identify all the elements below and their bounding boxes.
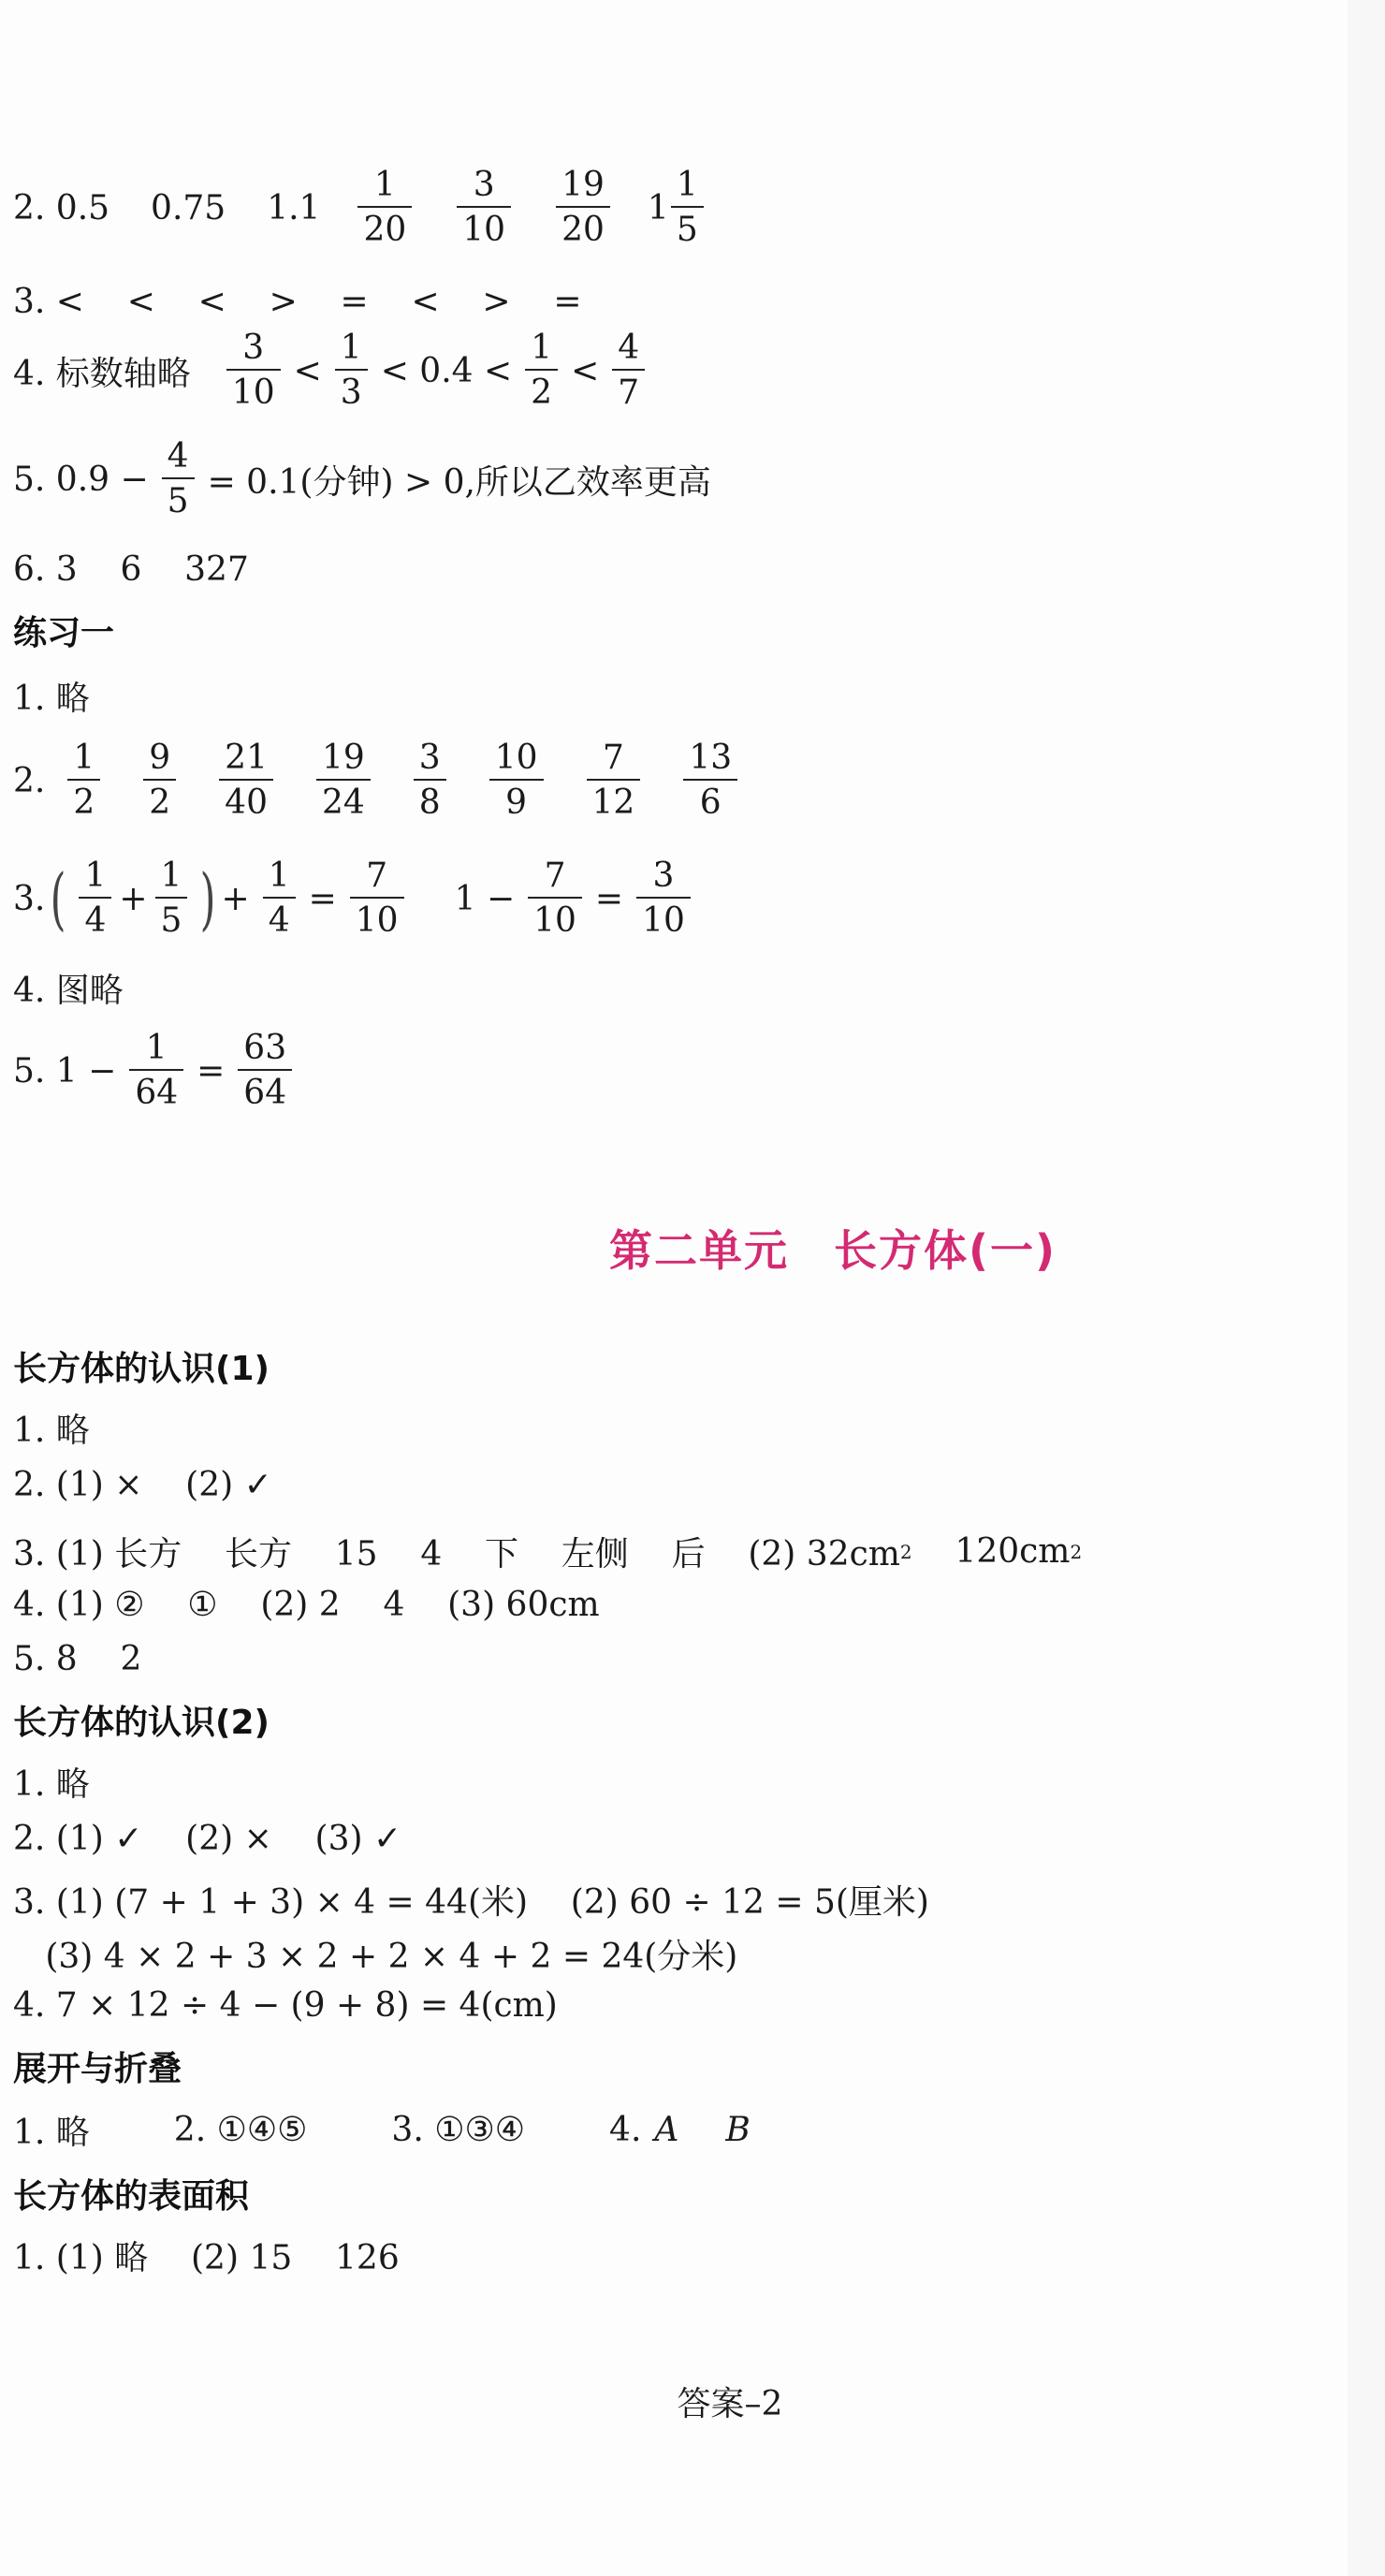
unit-title: 第二单元 长方体(一) [608, 1225, 1057, 1276]
s1-line-3: 3. (1) 长方 长方 15 4 下 左侧 后 (2) 32cm 2 120cm 2 [13, 1532, 1083, 1573]
fraction: $\frac{1}{2}$ [525, 331, 558, 410]
fraction: $\frac{3}{10}$ [636, 859, 691, 938]
fraction: $\frac{1}{4}$ [79, 859, 111, 938]
fraction: $\frac{10}{9}$ [489, 741, 544, 820]
section-heading-practice1: 练习一 [13, 614, 115, 652]
practice1-line-4: 4. 图略 [13, 972, 124, 1010]
section-heading-cuboid-2: 长方体的认识(2) [13, 1704, 270, 1742]
s4-line-1: 1. (1) 略 (2) 15 126 [13, 2239, 400, 2277]
s2-line-2: 2. (1) ✓ (2) × (3) ✓ [13, 1820, 402, 1858]
fraction: $\frac{1}{64}$ [129, 1032, 183, 1110]
fraction: $\frac{19}{20}$ [556, 168, 610, 247]
fraction: $\frac{13}{6}$ [683, 741, 737, 820]
fraction: $\frac{1}{2}$ [67, 741, 100, 820]
section-heading-cuboid-1: 长方体的认识(1) [13, 1350, 270, 1388]
fraction: $\frac{3}{10}$ [226, 331, 281, 410]
fraction: $\frac{1}{4}$ [263, 859, 296, 938]
fraction: $\frac{7}{10}$ [528, 859, 582, 938]
fraction: $\frac{1}{20}$ [357, 168, 412, 247]
s1-line-2: 2. (1) × (2) ✓ [13, 1466, 272, 1504]
answer-line-3: 3. < < < > = < > = [13, 283, 582, 321]
answer-line-5: 5. 0.9 − $\frac{4}{5}$ = 0.1(分钟) > 0,所以乙效率更高 [13, 437, 711, 520]
fraction: $\frac{3}{8}$ [414, 741, 446, 820]
fraction: $\frac{1}{3}$ [335, 331, 368, 410]
fraction: $\frac{7}{12}$ [587, 741, 641, 820]
answer-line-4: 4. 标数轴略 $\frac{3}{10}$ < $\frac{1}{3}$ < 0.4 < $\frac{1}{2}$ < $\frac{4}{7}$ [13, 331, 658, 410]
fraction: $\frac{1}{5}$ [155, 859, 188, 938]
s2-line-1: 1. 略 [13, 1765, 90, 1804]
fraction: $\frac{1}{5}$ [671, 168, 704, 247]
fraction: $\frac{3}{10}$ [457, 168, 511, 247]
fraction: $\frac{19}{24}$ [316, 741, 371, 820]
practice1-line-2: 2. $\frac{1}{2}$ $\frac{9}{2}$ $\frac{21}{40}$ $\frac{19}{24}$ $\frac{3}{8}$ $\frac{10}{9}$ $\frac{7}{12}$ $\frac{13}{6}$ [13, 741, 751, 820]
s2-line-3b: (3) 4 × 2 + 3 × 2 + 2 × 4 + 2 = 24(分米) [13, 1938, 738, 1976]
s1-line-4: 4. (1) ② ① (2) 2 4 (3) 60cm [13, 1586, 600, 1624]
page-footer: 答案–2 [677, 2385, 783, 2423]
section-heading-surface-area: 长方体的表面积 [13, 2177, 250, 2216]
fraction: $\frac{4}{7}$ [612, 331, 645, 410]
s2-line-3: 3. (1) (7 + 1 + 3) × 4 = 44(米) (2) 60 ÷ 12 = 5(厘米) [13, 1883, 929, 1922]
fraction: $\frac{7}{10}$ [350, 859, 404, 938]
fraction: $\frac{21}{40}$ [219, 741, 273, 820]
s1-line-1: 1. 略 [13, 1412, 90, 1450]
practice1-line-5: 5. 1 − $\frac{1}{64}$ = $\frac{63}{64}$ [13, 1032, 305, 1110]
answer-line-6: 6. 3 6 327 [13, 550, 249, 589]
section-heading-unfold-fold: 展开与折叠 [13, 2050, 182, 2088]
page-edge-shade [1348, 0, 1385, 2576]
answer-line-2: 2. 0.5 0.75 1.1 $\frac{1}{20}$ $\frac{3}{10}$ $\frac{19}{20}$ 1 $\frac{1}{5}$ [13, 168, 717, 247]
s2-line-4: 4. 7 × 12 ÷ 4 − (9 + 8) = 4(cm) [13, 1986, 558, 2025]
fraction: $\frac{9}{2}$ [143, 741, 176, 820]
fraction: $\frac{4}{5}$ [162, 440, 195, 519]
s1-line-5: 5. 8 2 [13, 1640, 142, 1678]
fraction: $\frac{63}{64}$ [238, 1032, 292, 1110]
practice1-line-3: 3. ( $\frac{1}{4}$ + $\frac{1}{5}$ ) + $\frac{1}{4}$ = $\frac{7}{10}$ 1 − $\frac{7}{10}$ = $\frac{3}{10}$ [13, 859, 704, 938]
practice1-line-1: 1. 略 [13, 680, 90, 718]
s3-line-1: 1. 略 2. ①④⑤ 3. ①③④ 4. A B [13, 2111, 751, 2152]
